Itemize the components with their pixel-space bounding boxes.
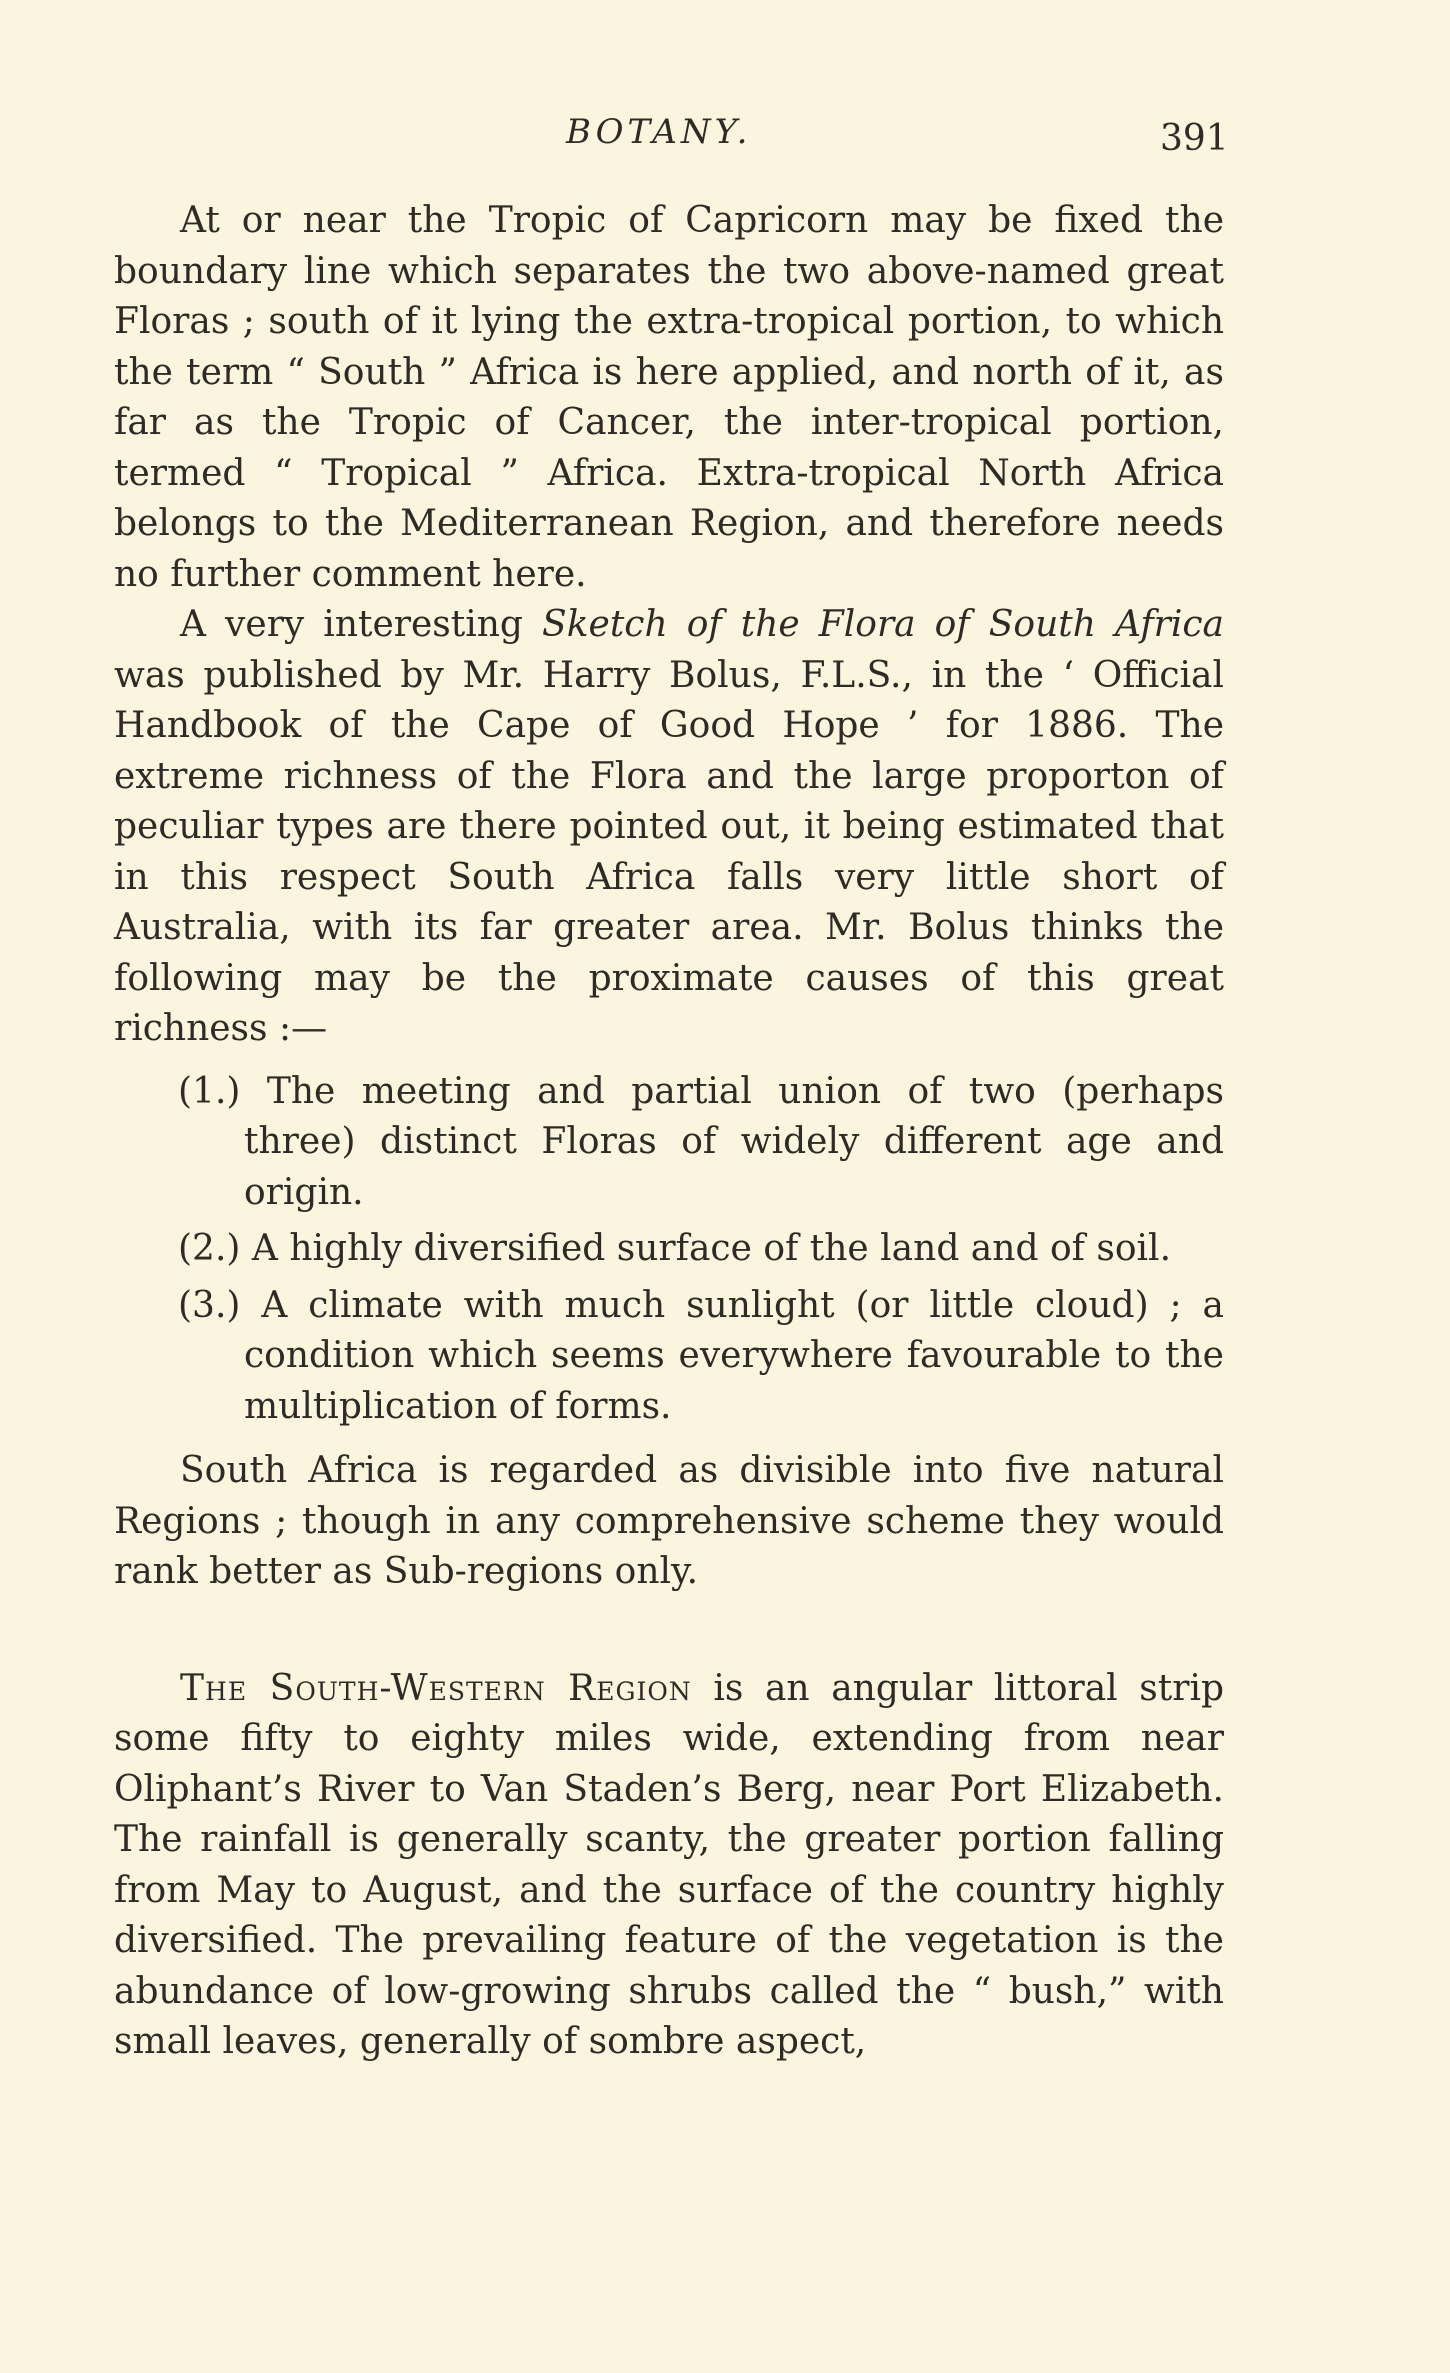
list-item bbox=[114, 1224, 1224, 1275]
running-title: BOTANY. bbox=[566, 112, 752, 152]
paragraph-bolus-start: A very interesting bbox=[180, 604, 543, 645]
paragraph-south-western-rest: is an angular littoral strip some fifty to eighty miles wide, extending from near Oliphant’s River to Van Staden’s Berg, near Port Elizabeth. The rainfall is generally scanty, the greater portion falling from May to August, and the surface of the country highly diversified. The prevailing feature of the vegetation is the abundance of low-growing shrubs called the “ bush,” with small leaves, generally of sombre aspect, bbox=[114, 1667, 1225, 2062]
list-item-number: (2.) bbox=[178, 1228, 241, 1269]
list-item-number: (1.) bbox=[178, 1070, 241, 1112]
list-item-number: (3.) bbox=[178, 1284, 241, 1326]
paragraph-bolus-sketch bbox=[114, 600, 1224, 1055]
paragraph-south-western-region bbox=[114, 1664, 1224, 2068]
causes-list bbox=[114, 1067, 1224, 1433]
list-item-text: A highly diversified surface of the land and of soil. bbox=[240, 1228, 1172, 1269]
work-title: Sketch of the Flora of South Africa bbox=[542, 604, 1225, 645]
list-item-text: The meeting and partial union of two (perhaps three) distinct Floras of widely different age and origin. bbox=[240, 1070, 1224, 1213]
section-heading: The South-Western Region bbox=[180, 1667, 692, 1709]
page-number: 391 bbox=[1160, 118, 1229, 159]
paragraph-bolus-rest: was published by Mr. Harry Bolus, F.L.S., in the ‘ Official Handbook of the Cape of Good Hope ’ for 1886. The extreme richness of the Flora and the large proporton of peculiar types are there pointed out, it being estimated that in this respect South Africa falls very little short of Australia, with its far greater area. Mr. Bolus thinks the following may be the proximate causes of this great richness :— bbox=[114, 654, 1224, 1049]
paragraph-tropic-boundary: At or near the Tropic of Capricorn may be fixed the boundary line which separates the two above-named great Floras ; south of it lying the extra-tropical portion, to which the term “ South ” Africa is here applied, and north of it, as far as the Tropic of Cancer, the inter-tropical portion, termed “ Tropical ” Africa. Extra-tropical North Africa belongs to the Mediterranean Region, and therefore needs no further comment here. bbox=[114, 200, 1224, 595]
body-text bbox=[114, 196, 1224, 2068]
running-head bbox=[0, 112, 1450, 164]
list-item-text: A climate with much sunlight (or little cloud) ; a condition which seems everywhere favourable to the multiplication of forms. bbox=[240, 1284, 1224, 1427]
paragraph-five-regions: South Africa is regarded as divisible into five natural Regions ; though in any comprehensive scheme they would rank better as Sub-regions only. bbox=[114, 1450, 1224, 1592]
list-item bbox=[114, 1281, 1224, 1433]
list-item bbox=[114, 1067, 1224, 1219]
